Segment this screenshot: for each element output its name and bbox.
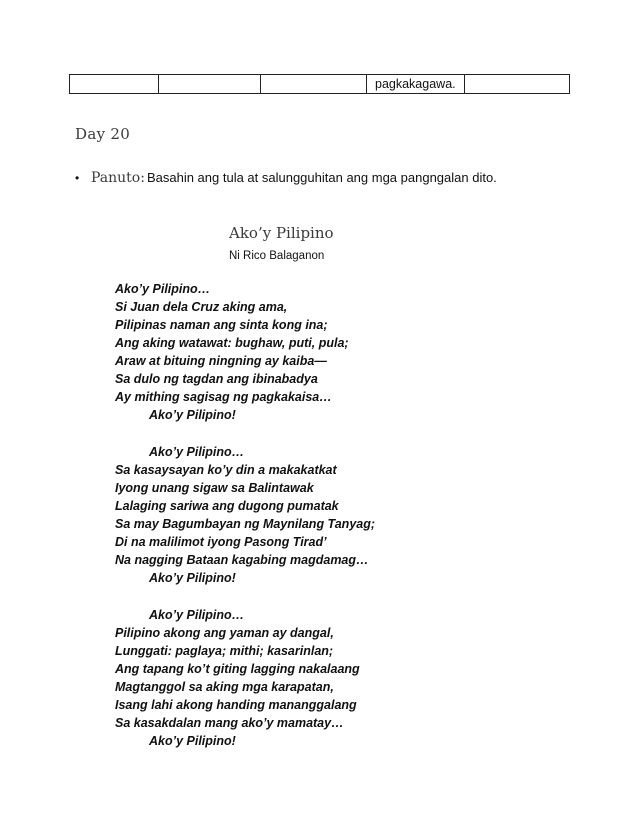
instruction-item	[75, 170, 497, 186]
instruction-text: Basahin ang tula at salungguhitan ang mga pangngalan dito.	[146, 170, 497, 185]
poem-line: Magtanggol sa aking mga karapatan,	[115, 680, 334, 694]
stanza	[115, 606, 535, 750]
instruction-label: Panuto:	[91, 170, 145, 186]
poem-line: Pilipinas naman ang sinta kong ina;	[115, 318, 328, 332]
poem-line: Na nagging Bataan kagabing magdamag…	[115, 553, 369, 567]
poem-line: Iyong unang sigaw sa Balintawak	[115, 481, 314, 495]
day-heading: Day 20	[75, 125, 131, 143]
poem-line: Si Juan dela Cruz aking ama,	[115, 300, 288, 314]
poem-line: Ako’y Pilipino…	[149, 608, 245, 622]
poem-line: Ay mithing sagisag ng pagkakaisa…	[115, 390, 332, 404]
poem-line: Ako’y Pilipino…	[115, 282, 211, 296]
poem-line: Lalaging sariwa ang dugong pumatak	[115, 499, 339, 513]
poem-line: Ako’y Pilipino…	[149, 445, 245, 459]
poem-line: Sa may Bagumbayan ng Maynilang Tanyag;	[115, 517, 376, 531]
table-cell	[159, 75, 261, 94]
table-cell: pagkakagawa.	[367, 75, 465, 94]
stanza	[115, 280, 535, 424]
table-cell	[261, 75, 367, 94]
stanza	[115, 443, 535, 587]
poem-line: Isang lahi akong handing mananggalang	[115, 698, 357, 712]
table-cell	[70, 75, 159, 94]
poem-line: Pilipino akong ang yaman ay dangal,	[115, 626, 334, 640]
poem-line: Ang aking watawat: bughaw, puti, pula;	[115, 336, 349, 350]
poem-body	[115, 280, 535, 750]
poem-line: Ang tapang ko’t giting lagging nakalaang	[115, 662, 360, 676]
table-row	[70, 75, 570, 94]
poem-line: Di na malilimot iyong Pasong Tirad’	[115, 535, 327, 549]
poem-line: Araw at bituing ningning ay kaiba—	[115, 354, 327, 368]
poem-line: Sa kasakdalan mang ako’y mamatay…	[115, 716, 344, 730]
poem-author: Ni Rico Balaganon	[229, 250, 325, 262]
poem-title: Ako’y Pilipino	[229, 224, 334, 242]
poem-refrain: Ako’y Pilipino!	[149, 408, 236, 422]
poem-refrain: Ako’y Pilipino!	[149, 571, 236, 585]
poem-line: Lunggati: paglaya; mithi; kasarinlan;	[115, 644, 334, 658]
poem-line: Sa dulo ng tagdan ang ibinabadya	[115, 372, 318, 386]
poem-refrain: Ako’y Pilipino!	[149, 734, 236, 748]
poem-line: Sa kasaysayan ko’y din a makakatkat	[115, 463, 337, 477]
bullet-icon: •	[75, 171, 80, 185]
table-fragment	[69, 74, 570, 94]
table-cell	[465, 75, 570, 94]
